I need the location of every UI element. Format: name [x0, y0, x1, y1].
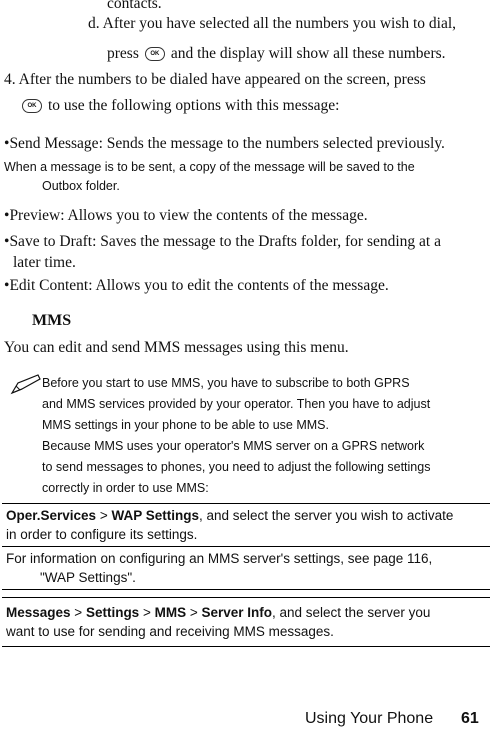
section-heading-mms: MMS	[32, 312, 72, 329]
note-pencil-icon	[10, 373, 42, 395]
option-save-to-draft-line2: later time.	[13, 254, 76, 271]
settings-table-wap	[2, 503, 490, 590]
bullet: •	[4, 135, 10, 152]
table-row	[2, 598, 490, 646]
table-row	[2, 504, 490, 547]
box2-rest2: want to use for sending and receiving MMS messages.	[6, 624, 334, 639]
path-separator: >	[139, 605, 155, 620]
box2-rest1: , and select the server you	[272, 605, 431, 620]
path-separator: >	[186, 605, 202, 620]
bullet: •	[4, 207, 10, 224]
option-text: : Sends the message to the numbers selected previously.	[98, 135, 445, 152]
note-line: to send messages to phones, you need to adjust the following settings	[42, 460, 431, 474]
option-label: Edit Content	[9, 277, 89, 294]
option-label: Send Message	[9, 135, 99, 152]
option-text: : Allows you to edit the contents of the message.	[88, 277, 389, 294]
box1-rest2: in order to configure its settings.	[6, 527, 198, 542]
menu-path-server-info: Server Info	[201, 605, 273, 620]
option-preview	[4, 205, 368, 227]
step-d-after: and the display will show all these numbers.	[170, 45, 446, 62]
step-d-press: press	[107, 45, 139, 62]
step-4-line1: 4. After the numbers to be dialed have appeared on the screen, press	[4, 71, 426, 88]
menu-path-oper-services: Oper.Services	[6, 508, 97, 523]
menu-path-messages: Messages	[6, 605, 71, 620]
step-d-label: d.	[88, 15, 100, 32]
footer-section-title: Using Your Phone	[305, 710, 434, 727]
option-label: Preview	[9, 207, 61, 224]
option-send-message	[4, 133, 445, 155]
option-edit-content	[4, 275, 389, 297]
table-row	[2, 547, 490, 589]
bullet: •	[4, 233, 10, 250]
note-line: Before you start to use MMS, you have to subscribe to both GPRS	[42, 376, 410, 390]
step-4-line2	[22, 95, 339, 117]
step-4-line2-text: to use the following options with this message:	[48, 97, 340, 114]
option-text-2: folder, for sending at a	[296, 233, 441, 250]
path-separator: >	[70, 605, 86, 620]
step-d	[88, 13, 456, 35]
box1-rest1: , and select the server you wish to activate	[198, 508, 454, 523]
path-separator: >	[96, 508, 112, 523]
step-c-tail: contacts.	[107, 0, 162, 12]
drafts-word: Drafts	[258, 233, 297, 250]
bullet: •	[4, 277, 10, 294]
note-line: Because MMS uses your operator's MMS server on a GPRS network	[42, 439, 425, 453]
menu-path-wap-settings: WAP Settings	[111, 508, 199, 523]
note-line: MMS settings in your phone to be able to use MMS.	[42, 418, 329, 432]
box1-info1: For information on configuring an MMS server's settings, see page 116,	[6, 551, 433, 566]
ok-key-icon: OK	[22, 99, 42, 113]
menu-path-mms: MMS	[154, 605, 187, 620]
step-d-line1: After you have selected all the numbers you wish to dial,	[102, 15, 457, 32]
box1-info2: "WAP Settings".	[40, 570, 136, 585]
page-number: 61	[461, 710, 479, 727]
settings-table-mms	[2, 597, 490, 647]
step-d-line2	[107, 43, 446, 65]
note-line: and MMS services provided by your operator. Then you have to adjust	[42, 397, 431, 411]
send-note-line1: When a message is to be sent, a copy of the message will be saved to the	[4, 160, 415, 174]
send-note-line2: Outbox folder.	[42, 179, 120, 193]
note-line: correctly in order to use MMS:	[42, 481, 209, 495]
mms-note	[42, 373, 490, 499]
ok-key-icon: OK	[145, 47, 165, 61]
option-save-to-draft	[4, 231, 441, 253]
option-label: Save to Draft	[9, 233, 93, 250]
option-text: : Saves the message to the	[92, 233, 259, 250]
option-text: : Allows you to view the contents of the message.	[60, 207, 368, 224]
menu-path-settings: Settings	[85, 605, 140, 620]
mms-intro: You can edit and send MMS messages using this menu.	[4, 339, 349, 356]
